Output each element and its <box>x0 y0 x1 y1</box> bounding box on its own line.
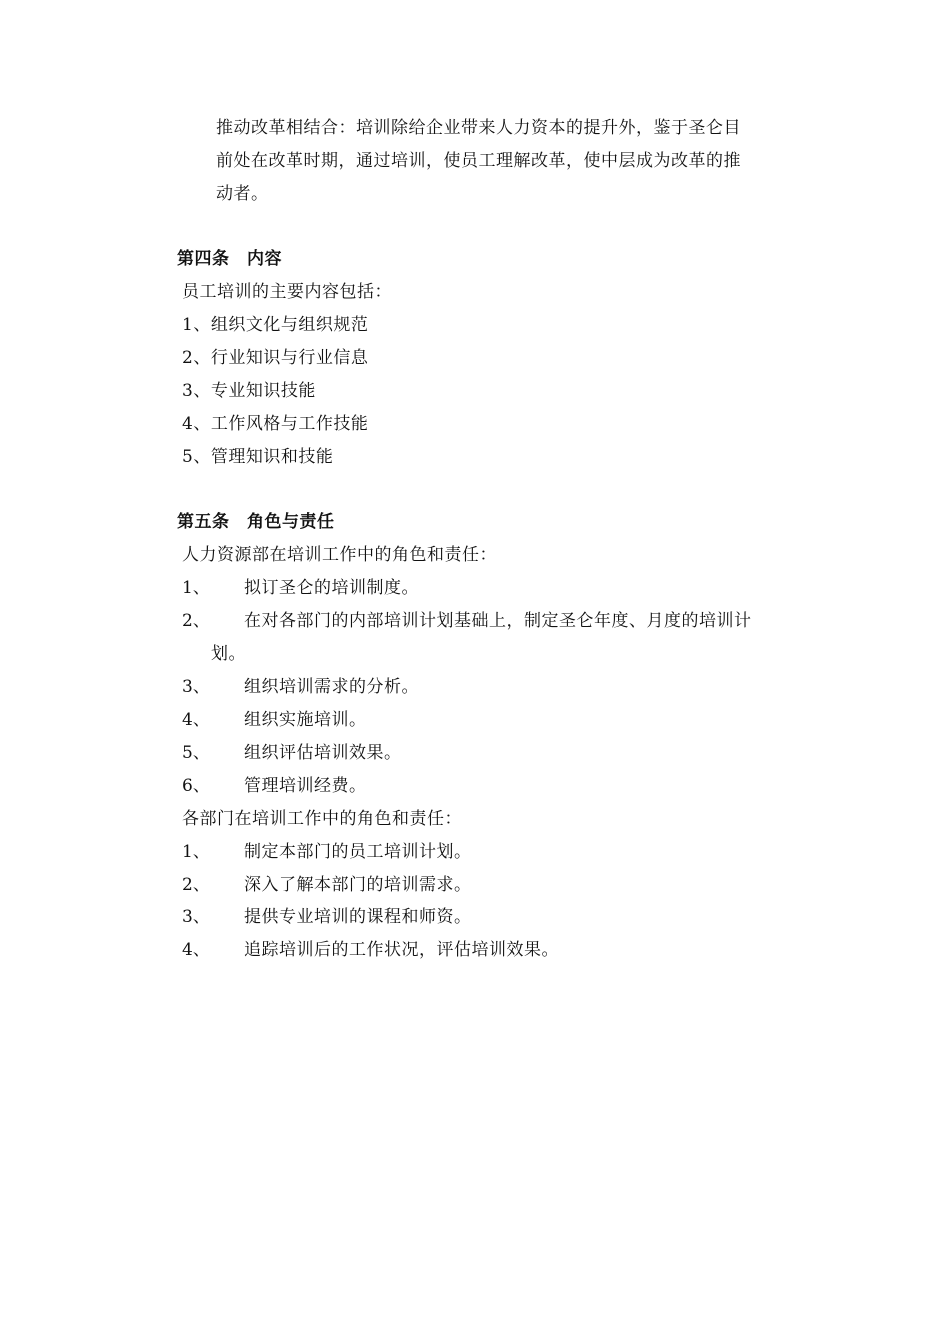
section4-item-3: 3、专业知识技能 <box>182 381 316 401</box>
dept-item-number: 1、 <box>182 842 210 862</box>
dept-item-number: 3、 <box>182 907 210 927</box>
intro-line-3: 动者。 <box>216 184 269 204</box>
section4-lead: 员工培训的主要内容包括： <box>182 282 392 302</box>
hr-responsibilities-lead: 人力资源部在培训工作中的角色和责任： <box>182 545 497 565</box>
dept-item-text: 深入了解本部门的培训需求。 <box>244 875 472 895</box>
hr-item-number: 2、 <box>182 611 210 631</box>
dept-item-text: 提供专业培训的课程和师资。 <box>244 907 472 927</box>
hr-item-text: 组织评估培训效果。 <box>244 743 402 763</box>
dept-item-text: 追踪培训后的工作状况，评估培训效果。 <box>244 940 559 960</box>
hr-item-text: 组织培训需求的分析。 <box>244 677 419 697</box>
hr-item-text: 拟订圣仑的培训制度。 <box>244 578 419 598</box>
dept-item-text: 制定本部门的员工培训计划。 <box>244 842 472 862</box>
intro-line-1: 推动改革相结合：培训除给企业带来人力资本的提升外，鉴于圣仑目 <box>216 118 741 138</box>
dept-responsibilities-lead: 各部门在培训工作中的角色和责任： <box>182 809 462 829</box>
section4-heading: 第四条 内容 <box>177 249 282 269</box>
section4-item-5: 5、管理知识和技能 <box>182 447 334 467</box>
hr-item-text: 管理培训经费。 <box>244 776 367 796</box>
hr-item-text-continuation: 划。 <box>211 644 246 664</box>
hr-item-number: 5、 <box>182 743 210 763</box>
section4-item-2: 2、行业知识与行业信息 <box>182 348 369 368</box>
section4-item-4: 4、工作风格与工作技能 <box>182 414 369 434</box>
hr-item-number: 4、 <box>182 710 210 730</box>
section4-item-1: 1、组织文化与组织规范 <box>182 315 369 335</box>
hr-item-text: 组织实施培训。 <box>244 710 367 730</box>
hr-item-number: 6、 <box>182 776 210 796</box>
dept-item-number: 4、 <box>182 940 210 960</box>
section5-heading: 第五条 角色与责任 <box>177 512 335 532</box>
intro-line-2: 前处在改革时期，通过培训，使员工理解改革，使中层成为改革的推 <box>216 151 741 171</box>
hr-item-text: 在对各部门的内部培训计划基础上，制定圣仑年度、月度的培训计 <box>244 611 752 631</box>
hr-item-number: 1、 <box>182 578 210 598</box>
dept-item-number: 2、 <box>182 875 210 895</box>
hr-item-number: 3、 <box>182 677 210 697</box>
